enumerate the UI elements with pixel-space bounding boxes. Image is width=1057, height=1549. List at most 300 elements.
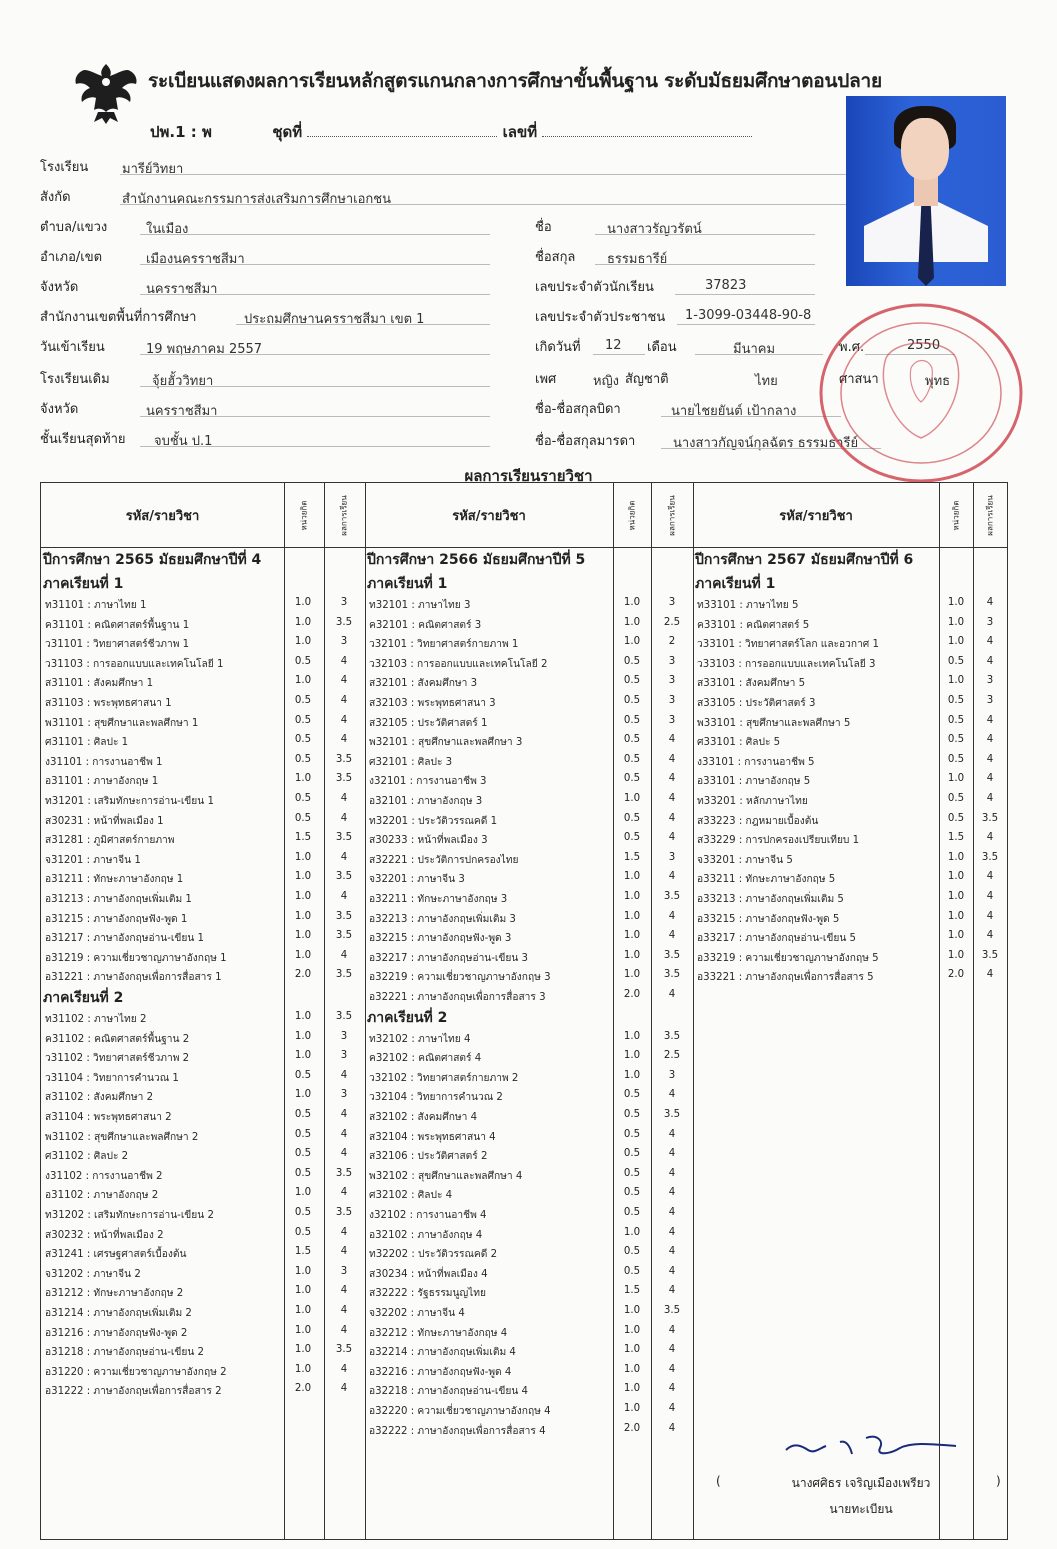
credit-cell: 0.5 [623,655,641,667]
table-row [365,1342,689,1361]
subject-cell: ส31104 : พระพุทธศาสนา 2 [45,1112,172,1123]
table-row [41,1068,361,1087]
grade-cell: 3 [986,695,994,706]
subject-cell: ท31201 : เสริมทักษะการอ่าน-เขียน 1 [45,796,214,807]
subject-cell: ส33229 : การปกครองเปรียบเทียบ 1 [697,835,860,847]
table-row [365,811,689,830]
table-row [365,791,689,810]
credit-cell: 0.5 [623,773,641,785]
table-row [365,752,689,771]
results-table [40,482,1008,1540]
table-row [693,732,1007,751]
credit-header: หน่วยกิต [627,500,637,530]
grade-cell: 4 [340,1363,348,1375]
credit-cell: 0.5 [294,655,312,667]
grade-header: ผลการเรียน [339,494,349,536]
grade-cell: 4 [340,812,348,824]
subject-cell: อ31221 : ภาษาอังกฤษเพื่อการสื่อสาร 1 [45,972,222,984]
credit-cell: 1.0 [947,851,965,863]
semester-heading: ภาคเรียนที่ 2 [43,990,124,1006]
credit-cell: 0.5 [623,832,641,844]
table-row [41,693,361,712]
grade-cell: 4 [668,734,676,746]
credit-cell: 0.5 [623,1109,641,1120]
table-row [41,595,361,614]
credit-cell: 1.0 [623,597,641,608]
grade-cell: 4 [340,1383,348,1395]
grade-cell: 4 [986,969,994,981]
table-row [365,771,689,790]
table-row [693,928,1007,947]
subject-cell: ท31102 : ภาษาไทย 2 [45,1014,147,1025]
subject-cell: อ33219 : ความเชี่ยวชาญภาษาอังกฤษ 5 [697,952,879,964]
table-row [41,771,361,790]
table-row [693,654,1007,673]
table-row [365,1205,689,1224]
subject-cell: จ33201 : ภาษาจีน 5 [697,854,793,866]
table-row [365,928,689,947]
table-row [41,1029,361,1048]
credit-cell: 0.5 [294,1148,312,1160]
grade-cell: 4 [986,773,994,785]
credit-cell: 1.5 [294,832,312,844]
credit-cell: 1.0 [294,1363,312,1375]
subject-cell: ส30231 : หน้าที่พลเมือง 1 [45,815,164,827]
table-row [693,850,1007,869]
subject-cell: ส32105 : ประวัติศาสตร์ 1 [369,717,488,729]
subject-cell: ว31102 : วิทยาศาสตร์ชีวภาพ 2 [45,1053,190,1065]
table-row [41,732,361,751]
table-row [365,1225,689,1244]
table-row [365,909,689,928]
grade-cell: 3.5 [335,871,353,883]
table-row [41,967,361,986]
credit-cell: 0.5 [947,714,965,726]
subject-cell: ว31104 : วิทยาการคำนวณ 1 [45,1072,179,1084]
grade-cell: 3.5 [663,969,681,981]
table-row [365,595,689,614]
table-row [693,889,1007,908]
grade-cell: 4 [340,1285,348,1297]
subject-cell: ส33105 : ประวัติศาสตร์ 3 [697,698,816,709]
subject-cell: ง32102 : การงานอาชีพ 4 [369,1210,487,1221]
credit-cell: 1.0 [294,1030,312,1042]
grade-cell: 4 [340,695,348,706]
credit-cell: 0.5 [294,1109,312,1120]
credit-cell: 0.5 [294,793,312,804]
credit-cell: 0.5 [294,695,312,706]
table-row [41,909,361,928]
table-row [41,811,361,830]
grade-cell: 4 [668,1148,676,1160]
subject-cell: ง31101 : การงานอาชีพ 1 [45,756,163,768]
table-row [693,693,1007,712]
grade-cell: 3 [668,1069,676,1081]
grade-cell: 4 [340,793,348,804]
grade-cell: 2.5 [663,616,681,628]
credit-cell: 0.5 [623,734,641,746]
grade-cell: 4 [986,734,994,746]
credit-cell: 1.5 [947,832,965,844]
credit-cell: 1.5 [623,1285,641,1297]
signature-paren-open: ( [716,1474,721,1488]
grade-cell: 3 [668,851,676,863]
credit-cell: 1.0 [947,773,965,785]
credit-cell: 1.0 [623,910,641,922]
academic-year-heading: ปีการศึกษา 2567 มัธยมศึกษาปีที่ 6 [695,552,914,568]
credit-cell: 1.0 [623,1030,641,1042]
table-row [693,830,1007,849]
credit-cell: 1.0 [294,1344,312,1356]
table-row [41,889,361,908]
table-row [365,869,689,888]
table-row [41,1342,361,1361]
subject-cell: ท31101 : ภาษาไทย 1 [45,600,147,611]
grade-cell: 4 [340,1109,348,1120]
table-row [41,1264,361,1283]
subject-header: รหัส/รายวิชา [125,508,200,524]
grade-cell: 3.5 [335,773,353,785]
table-row [365,1421,689,1440]
grade-cell: 3 [340,636,348,648]
subject-cell: ส31241 : เศรษฐศาสตร์เบื้องต้น [45,1249,187,1261]
subject-cell: จ31201 : ภาษาจีน 1 [45,854,141,866]
subject-cell: ศ31102 : ศิลปะ 2 [45,1151,129,1163]
subject-cell: ง31102 : การงานอาชีพ 2 [45,1170,163,1182]
credit-cell: 1.0 [294,597,312,608]
grade-cell: 4 [340,1148,348,1160]
subject-cell: ส32106 : ประวัติศาสตร์ 2 [369,1151,488,1163]
grade-cell: 4 [668,1403,676,1414]
table-row [41,1303,361,1322]
grade-cell: 2.5 [663,1050,681,1062]
credit-cell: 1.0 [623,949,641,961]
table-row [365,1185,689,1204]
grade-cell: 4 [986,871,994,883]
subject-cell: อ31214 : ภาษาอังกฤษเพิ่มเติม 2 [45,1308,192,1319]
grade-cell: 3.5 [663,1109,681,1120]
table-row [365,850,689,869]
subject-cell: ท31202 : เสริมทักษะการอ่าน-เขียน 2 [45,1210,214,1221]
credit-cell: 1.0 [623,1305,641,1316]
grade-cell: 4 [986,655,994,667]
subject-cell: ส31103 : พระพุทธศาสนา 1 [45,698,172,709]
credit-cell: 1.0 [623,1363,641,1375]
grade-cell: 3.5 [663,891,681,902]
credit-cell: 0.5 [623,1167,641,1179]
subject-cell: ว32101 : วิทยาศาสตร์กายภาพ 1 [369,639,519,651]
grade-cell: 4 [986,891,994,902]
subject-cell: อ33101 : ภาษาอังกฤษ 5 [697,776,811,788]
grade-cell: 4 [668,1383,676,1395]
grade-cell: 3.5 [335,753,353,765]
grade-cell: 4 [668,832,676,844]
credit-cell: 1.0 [623,930,641,942]
table-row [693,948,1007,967]
semester-heading: ภาคเรียนที่ 2 [367,1009,448,1026]
table-row [41,615,361,634]
table-caption: ผลการเรียนรายวิชา [464,467,593,485]
credit-cell: 1.0 [623,1344,641,1356]
table-row [41,1009,361,1028]
subject-cell: ศ33101 : ศิลปะ 5 [697,737,781,749]
subject-cell: พ31101 : สุขศึกษาและพลศึกษา 1 [45,717,199,729]
registrar-name: นางศศิธร เจริญเมืองเพรียว [791,1476,931,1490]
table-row [365,1244,689,1263]
grade-cell: 3.5 [335,910,353,922]
grade-cell: 3.5 [981,851,999,863]
table-row [365,713,689,732]
credit-cell: 1.0 [294,1305,312,1316]
subject-header: รหัส/รายวิชา [779,508,853,524]
credit-cell: 0.5 [294,1207,312,1218]
table-row [365,1303,689,1322]
set-label: ชุดที่ [272,123,303,141]
table-row [693,967,1007,986]
credit-cell: 1.0 [947,871,965,883]
subject-cell: อ33221 : ภาษาอังกฤษเพื่อการสื่อสาร 5 [697,972,874,984]
signature-paren-close: ) [996,1474,1001,1488]
grade-cell: 4 [668,1363,676,1375]
credit-cell: 0.5 [623,675,641,687]
credit-cell: 1.0 [623,616,641,628]
grade-cell: 4 [340,949,348,961]
grade-cell: 3.5 [663,949,681,961]
table-row [693,869,1007,888]
subject-cell: ส31281 : ภูมิศาสตร์กายภาพ [45,835,175,847]
subject-cell: ว31101 : วิทยาศาสตร์ชีวภาพ 1 [45,639,190,651]
credit-cell: 1.0 [294,1011,312,1022]
credit-cell: 1.0 [294,1324,312,1336]
subject-cell: อ32212 : ทักษะภาษาอังกฤษ 4 [369,1327,508,1339]
table-row [41,1048,361,1067]
grade-cell: 4 [668,989,676,1000]
semester-heading: ภาคเรียนที่ 1 [367,576,448,592]
grade-cell: 3.5 [663,1305,681,1316]
grade-cell: 3.5 [335,930,353,942]
subject-cell: อ31215 : ภาษาอังกฤษฟัง-พูด 1 [45,913,188,925]
grade-cell: 4 [668,1285,676,1297]
grade-cell: 4 [340,655,348,667]
grade-cell: 4 [668,910,676,922]
subject-cell: ส32102 : สังคมศึกษา 4 [369,1112,478,1123]
grade-cell: 4 [986,714,994,726]
table-row [365,693,689,712]
subject-cell: อ31218 : ภาษาอังกฤษอ่าน-เขียน 2 [45,1347,205,1359]
subject-cell: ท32102 : ภาษาไทย 4 [369,1033,471,1045]
garuda-emblem-icon [72,60,140,126]
table-row [365,1166,689,1185]
grade-cell: 4 [668,1167,676,1179]
grade-cell: 4 [986,832,994,844]
subject-cell: ค32102 : คณิตศาสตร์ 4 [369,1053,482,1065]
academic-year-heading: ปีการศึกษา 2566 มัธยมศึกษาปีที่ 5 [367,552,586,568]
credit-cell: 1.0 [623,793,641,804]
credit-cell: 0.5 [623,1128,641,1140]
table-row [365,1323,689,1342]
credit-cell: 0.5 [294,812,312,824]
table-row [365,1127,689,1146]
table-row [693,713,1007,732]
grade-cell: 3 [340,597,348,608]
grade-cell: 4 [668,812,676,824]
grade-cell: 4 [668,1246,676,1258]
credit-cell: 2.0 [294,969,312,981]
credit-cell: 0.5 [947,695,965,706]
grade-cell: 3 [668,695,676,706]
table-row [41,1107,361,1126]
credit-cell: 0.5 [623,1246,641,1258]
credit-cell: 1.0 [947,597,965,608]
subject-cell: ท33201 : หลักภาษาไทย [697,796,808,807]
credit-cell: 2.0 [947,969,965,981]
subject-cell: ท32202 : ประวัติวรรณคดี 2 [369,1249,498,1261]
grade-cell: 4 [340,675,348,687]
table-row [41,752,361,771]
credit-cell: 0.5 [294,753,312,765]
credit-cell: 0.5 [623,812,641,824]
subject-cell: ท33101 : ภาษาไทย 5 [697,600,799,611]
subject-cell: อ32216 : ภาษาอังกฤษฟัง-พูด 4 [369,1366,512,1378]
grade-cell: 4 [340,1128,348,1140]
table-row [41,713,361,732]
grade-cell: 4 [986,636,994,648]
table-row [365,634,689,653]
subject-cell: อ31217 : ภาษาอังกฤษอ่าน-เขียน 1 [45,933,205,945]
grade-cell: 3.5 [335,832,353,844]
subject-cell: ส30233 : หน้าที่พลเมือง 3 [369,835,488,847]
subject-cell: ง33101 : การงานอาชีพ 5 [697,756,815,768]
table-row [365,615,689,634]
credit-cell: 1.0 [294,891,312,902]
grade-cell: 3 [668,597,676,608]
grade-cell: 4 [668,1344,676,1356]
credit-cell: 0.5 [623,714,641,726]
grade-cell: 4 [668,1207,676,1218]
grade-cell: 4 [340,714,348,726]
subject-cell: อ33217 : ภาษาอังกฤษอ่าน-เขียน 5 [697,933,857,945]
credit-cell: 0.5 [294,1167,312,1179]
credit-cell: 0.5 [623,753,641,765]
subject-cell: พ32102 : สุขศึกษาและพลศึกษา 4 [369,1170,523,1182]
table-row [365,654,689,673]
table-row [365,948,689,967]
credit-cell: 1.0 [294,1265,312,1277]
credit-cell: 0.5 [294,714,312,726]
table-row [693,791,1007,810]
table-row [365,1283,689,1302]
subject-cell: ว33103 : การออกแบบและเทคโนโลยี 3 [697,658,876,670]
subject-cell: พ32101 : สุขศึกษาและพลศึกษา 3 [369,737,523,749]
subject-cell: ท32101 : ภาษาไทย 3 [369,600,471,611]
grade-cell: 4 [340,891,348,902]
subject-cell: ว31103 : การออกแบบและเทคโนโลยี 1 [45,658,224,670]
credit-cell: 1.5 [294,1246,312,1258]
subject-cell: ว32103 : การออกแบบและเทคโนโลยี 2 [369,658,548,670]
subject-cell: ส33101 : สังคมศึกษา 5 [697,678,806,690]
credit-cell: 1.0 [294,636,312,648]
grade-cell: 4 [986,597,994,608]
table-row [693,615,1007,634]
grade-cell: 4 [668,1226,676,1238]
subject-cell: จ31202 : ภาษาจีน 2 [45,1268,141,1280]
subject-cell: ส30234 : หน้าที่พลเมือง 4 [369,1268,488,1280]
subject-cell: ส32103 : พระพุทธศาสนา 3 [369,698,496,709]
grade-cell: 4 [668,1128,676,1140]
credit-cell: 0.5 [623,695,641,706]
subject-cell: ศ32102 : ศิลปะ 4 [369,1190,453,1202]
credit-header: หน่วยกิต [951,500,961,530]
table-row [365,987,689,1006]
grade-cell: 4 [340,1246,348,1258]
subject-cell: อ32214 : ภาษาอังกฤษเพิ่มเติม 4 [369,1347,516,1359]
credit-cell: 0.5 [947,734,965,746]
grade-cell: 3.5 [335,969,353,981]
table-row [365,1264,689,1283]
credit-cell: 0.5 [294,1069,312,1081]
credit-cell: 0.5 [623,1265,641,1277]
table-row [41,1323,361,1342]
grade-cell: 3.5 [335,1207,353,1218]
table-row [365,1381,689,1400]
credit-cell: 1.0 [623,891,641,902]
table-row [41,1127,361,1146]
table-row [365,967,689,986]
table-row [41,1146,361,1165]
subject-cell: ส32104 : พระพุทธศาสนา 4 [369,1131,496,1143]
credit-cell: 2.0 [623,989,641,1000]
document-title: ระเบียนแสดงผลการเรียนหลักสูตรแกนกลางการศึกษาขั้นพื้นฐาน ระดับมัธยมศึกษาตอนปลาย [148,70,882,92]
semester-heading: ภาคเรียนที่ 1 [43,576,124,592]
table-row [365,1401,689,1420]
grade-cell: 4 [668,793,676,804]
subject-cell: พ33101 : สุขศึกษาและพลศึกษา 5 [697,717,851,729]
subject-cell: ส30232 : หน้าที่พลเมือง 2 [45,1229,164,1241]
table-row [41,1381,361,1400]
table-row [41,634,361,653]
subject-cell: ส32222 : รัฐธรรมนูญไทย [369,1288,486,1300]
table-row [693,595,1007,614]
subject-cell: ส33223 : กฎหมายเบื้องต้น [697,815,819,827]
table-row [41,830,361,849]
grade-cell: 4 [668,773,676,785]
grade-cell: 3.5 [981,949,999,961]
credit-cell: 1.0 [623,1050,641,1062]
grade-cell: 3.5 [663,1030,681,1042]
credit-cell: 1.0 [947,930,965,942]
credit-cell: 1.0 [294,616,312,628]
credit-cell: 1.0 [623,969,641,981]
credit-cell: 1.0 [294,675,312,687]
table-row [365,673,689,692]
table-row [41,928,361,947]
subject-cell: อ31222 : ภาษาอังกฤษเพื่อการสื่อสาร 2 [45,1386,222,1398]
credit-cell: 1.0 [947,616,965,628]
subject-cell: อ32211 : ทักษะภาษาอังกฤษ 3 [369,894,508,905]
subject-cell: อ32221 : ภาษาอังกฤษเพื่อการสื่อสาร 3 [369,992,546,1003]
subject-cell: อ32220 : ความเชี่ยวชาญภาษาอังกฤษ 4 [369,1406,551,1417]
grade-cell: 4 [668,1265,676,1277]
school-seal-stamp [816,298,1026,488]
credit-cell: 0.5 [623,1187,641,1199]
credit-cell: 0.5 [947,812,965,824]
subject-cell: อ31211 : ทักษะภาษาอังกฤษ 1 [45,874,184,886]
subject-cell: ค33101 : คณิตศาสตร์ 5 [697,619,810,631]
subject-header: รหัส/รายวิชา [452,508,526,524]
credit-cell: 1.0 [294,949,312,961]
number-field [542,124,752,137]
grade-cell: 3.5 [335,616,353,628]
